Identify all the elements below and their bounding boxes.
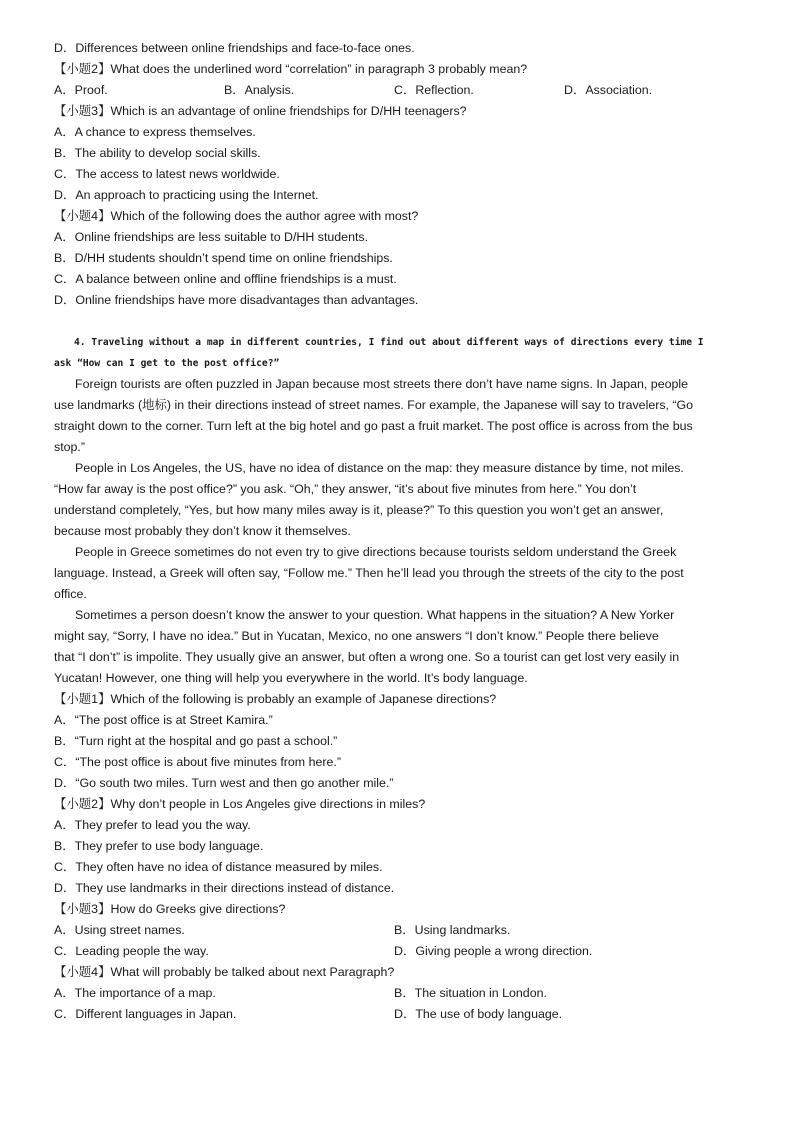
q3-option-a: A．A chance to express themselves. <box>54 125 256 139</box>
s4-q4-option-b: B．The situation in London. <box>394 986 547 1000</box>
q1-option-d: D．Differences between online friendships and face-to-face ones. <box>54 41 415 55</box>
q3-stem: 【小题3】Which is an advantage of online friendships for D/HH teenagers? <box>54 104 467 118</box>
q4-option-c: C．A balance between online and offline friendships is a must. <box>54 272 397 286</box>
q4-option-b: B．D/HH students shouldn’t spend time on online friendships. <box>54 251 393 265</box>
p2-line-3: understand completely, “Yes, but how many miles away is it, please?” To this question you won’t get an answer, <box>54 503 664 517</box>
q4-option-a: A．Online friendships are less suitable to D/HH students. <box>54 230 369 244</box>
s4-q1-option-b: B．“Turn right at the hospital and go past a school.” <box>54 734 338 748</box>
s4-q1-option-c: C．“The post office is about five minutes from here.” <box>54 755 341 769</box>
p1-line-1: Foreign tourists are often puzzled in Japan because most streets there don’t have name signs. In Japan, people <box>75 377 689 391</box>
s4-q3-option-d: D．Giving people a wrong direction. <box>394 944 593 958</box>
p1-line-3: straight down to the corner. Turn left at the big hotel and go past a fruit market. The post office is across from the bus <box>54 419 693 433</box>
s4-q4-options-row-1 <box>54 983 742 1004</box>
s4-q3-options-row-2 <box>54 941 742 962</box>
p4-line-4: Yucatan! However, one thing will help you everywhere in the world. It’s body language. <box>54 671 528 685</box>
q2-stem: 【小题2】What does the underlined word “correlation” in paragraph 3 probably mean? <box>54 62 528 76</box>
q3-option-b: B．The ability to develop social skills. <box>54 146 261 160</box>
document-page <box>54 38 742 1025</box>
s4-q4-option-a: A．The importance of a map. <box>54 986 216 1000</box>
passage-paragraph-2 <box>54 458 742 542</box>
p2-line-2: “How far away is the post office?” you ask. “Oh,” they answer, “it’s about five minutes from here.” You don’t <box>54 482 637 496</box>
p2-line-1: People in Los Angeles, the US, have no idea of distance on the map: they measure distance by time, not miles. <box>75 461 684 475</box>
s4-q2-option-d: D．They use landmarks in their directions instead of distance. <box>54 881 395 895</box>
q4-option-d: D．Online friendships have more disadvantages than advantages. <box>54 293 419 307</box>
p3-line-3: office. <box>54 587 87 601</box>
s4-q1-stem: 【小题1】Which of the following is probably an example of Japanese directions? <box>54 692 497 706</box>
s4-q2-option-c: C．They often have no idea of distance measured by miles. <box>54 860 383 874</box>
s4-q2-option-a: A．They prefer to lead you the way. <box>54 818 251 832</box>
passage-paragraph-3 <box>54 542 742 605</box>
s4-q4-stem: 【小题4】What will probably be talked about next Paragraph? <box>54 965 395 979</box>
s4-q3-stem: 【小题3】How do Greeks give directions? <box>54 902 286 916</box>
q4-stem: 【小题4】Which of the following does the author agree with most? <box>54 209 419 223</box>
q3-option-d: D．An approach to practicing using the Internet. <box>54 188 319 202</box>
s4-q3-option-a: A．Using street names. <box>54 923 185 937</box>
q2-option-b: B．Analysis. <box>224 83 295 97</box>
p4-line-1: Sometimes a person doesn’t know the answer to your question. What happens in the situation? A New Yorker <box>75 608 675 622</box>
p4-line-3: that “I don’t” is impolite. They usually give an answer, but often a wrong one. So a tourist can get lost very easily in <box>54 650 680 664</box>
q2-option-c: C．Reflection. <box>394 83 474 97</box>
s4-q2-option-b: B．They prefer to use body language. <box>54 839 264 853</box>
s4-q3-option-c: C．Leading people the way. <box>54 944 209 958</box>
s4-q4-option-c: C．Different languages in Japan. <box>54 1007 237 1021</box>
p3-line-2: language. Instead, a Greek will often say, “Follow me.” Then he’ll lead you through the streets of the city to the post <box>54 566 684 580</box>
p3-line-1: People in Greece sometimes do not even try to give directions because tourists seldom understand the Greek <box>75 545 677 559</box>
section-gap <box>54 311 742 332</box>
s4-q4-option-d: D．The use of body language. <box>394 1007 563 1021</box>
q2-option-a: A．Proof. <box>54 83 108 97</box>
heading-line-1: 4. Traveling without a map in different countries, I find out about different ways of directions every time I <box>74 337 704 348</box>
s4-q1-option-d: D．“Go south two miles. Turn west and then go another mile.” <box>54 776 394 790</box>
p2-line-4: because most probably they don’t know it themselves. <box>54 524 351 538</box>
passage-paragraph-1 <box>54 374 742 458</box>
passage-paragraph-4 <box>54 605 742 689</box>
passage-4-heading <box>54 332 742 374</box>
s4-q4-options-row-2 <box>54 1004 742 1025</box>
p4-line-2: might say, “Sorry, I have no idea.” But in Yucatan, Mexico, no one answers “I don’t know.” People there believe <box>54 629 659 643</box>
s4-q3-options-row-1 <box>54 920 742 941</box>
q2-option-d: D．Association. <box>564 83 653 97</box>
s4-q1-option-a: A．“The post office is at Street Kamira.” <box>54 713 273 727</box>
q3-option-c: C．The access to latest news worldwide. <box>54 167 280 181</box>
heading-line-2: ask “How can I get to the post office?” <box>54 358 280 369</box>
s4-q3-option-b: B．Using landmarks. <box>394 923 511 937</box>
s4-q2-stem: 【小题2】Why don’t people in Los Angeles give directions in miles? <box>54 797 426 811</box>
p1-line-4: stop.” <box>54 440 85 454</box>
q2-options <box>54 80 742 101</box>
p1-line-2: use landmarks (地标) in their directions instead of street names. For example, the Japanese will say to travelers, “Go <box>54 398 694 412</box>
